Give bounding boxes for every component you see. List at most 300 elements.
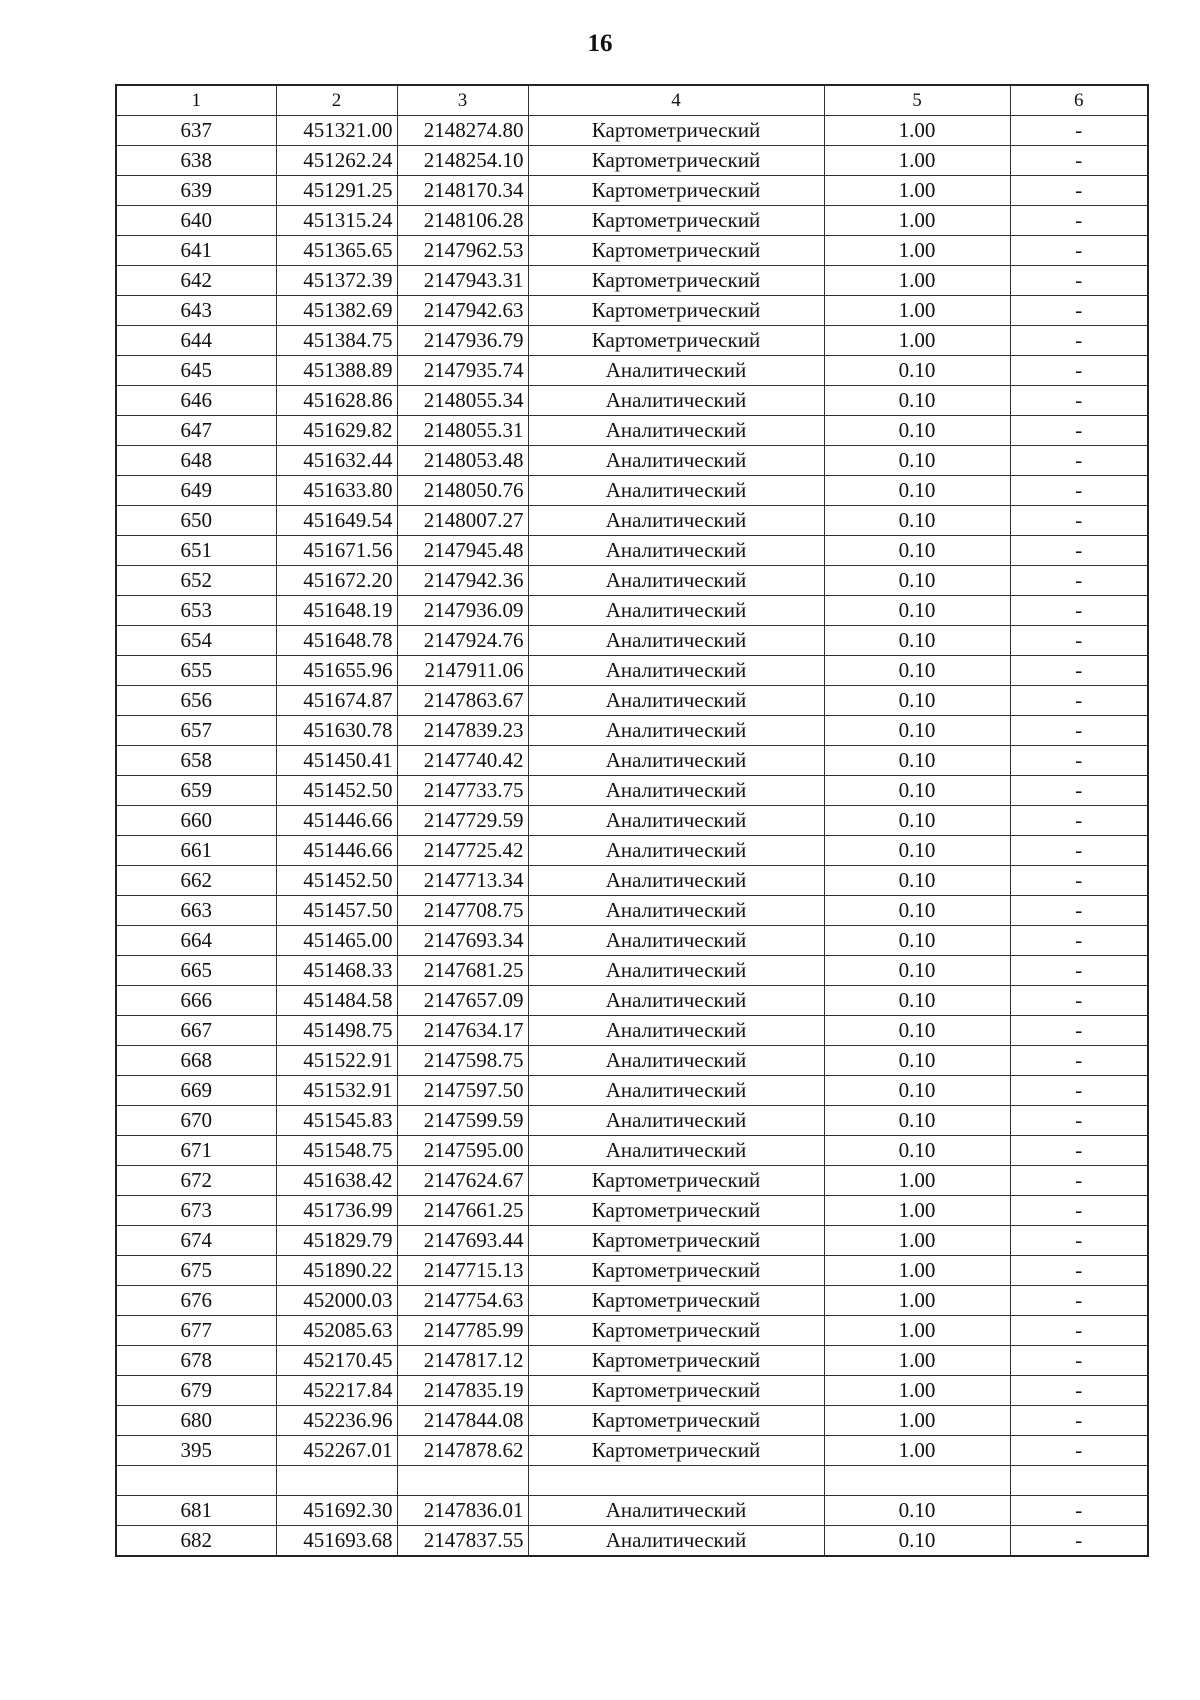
note-cell: - (1010, 446, 1148, 476)
note-cell: - (1010, 476, 1148, 506)
method-cell: Аналитический (528, 506, 824, 536)
accuracy-cell: 1.00 (824, 146, 1010, 176)
table-row (116, 266, 1148, 296)
point-number-cell: 644 (116, 326, 276, 356)
accuracy-cell: 0.10 (824, 746, 1010, 776)
method-cell: Аналитический (528, 1046, 824, 1076)
accuracy-cell: 0.10 (824, 1076, 1010, 1106)
table-row (116, 596, 1148, 626)
accuracy-cell: 0.10 (824, 806, 1010, 836)
y-coordinate-cell: 2147657.09 (397, 986, 528, 1016)
note-cell: - (1010, 1016, 1148, 1046)
table-row (116, 626, 1148, 656)
y-coordinate-cell: 2148050.76 (397, 476, 528, 506)
point-number-cell: 659 (116, 776, 276, 806)
point-number-cell: 668 (116, 1046, 276, 1076)
y-coordinate-cell: 2147661.25 (397, 1196, 528, 1226)
point-number-cell: 646 (116, 386, 276, 416)
method-cell: Аналитический (528, 656, 824, 686)
x-coordinate-cell: 451655.96 (276, 656, 397, 686)
table-row (116, 866, 1148, 896)
y-coordinate-cell: 2147754.63 (397, 1286, 528, 1316)
x-coordinate-cell: 451548.75 (276, 1136, 397, 1166)
accuracy-cell: 1.00 (824, 1406, 1010, 1436)
x-coordinate-cell: 451648.78 (276, 626, 397, 656)
note-cell: - (1010, 356, 1148, 386)
table-row (116, 386, 1148, 416)
x-coordinate-cell: 451649.54 (276, 506, 397, 536)
accuracy-cell: 1.00 (824, 296, 1010, 326)
method-cell: Аналитический (528, 476, 824, 506)
x-coordinate-cell: 451382.69 (276, 296, 397, 326)
x-coordinate-cell: 451633.80 (276, 476, 397, 506)
table-row (116, 1526, 1148, 1557)
table-row (116, 806, 1148, 836)
accuracy-cell: 0.10 (824, 446, 1010, 476)
point-number-cell: 647 (116, 416, 276, 446)
y-coordinate-cell: 2147693.34 (397, 926, 528, 956)
y-coordinate-cell: 2147599.59 (397, 1106, 528, 1136)
note-cell: - (1010, 1316, 1148, 1346)
x-coordinate-cell: 452267.01 (276, 1436, 397, 1466)
accuracy-cell: 1.00 (824, 326, 1010, 356)
y-coordinate-cell (397, 1466, 528, 1496)
point-number-cell: 652 (116, 566, 276, 596)
y-coordinate-cell: 2148170.34 (397, 176, 528, 206)
point-number-cell: 667 (116, 1016, 276, 1046)
x-coordinate-cell: 451457.50 (276, 896, 397, 926)
table-row (116, 1226, 1148, 1256)
method-cell: Картометрический (528, 176, 824, 206)
table-row (116, 1496, 1148, 1526)
accuracy-cell: 0.10 (824, 536, 1010, 566)
x-coordinate-cell: 451890.22 (276, 1256, 397, 1286)
x-coordinate-cell: 451388.89 (276, 356, 397, 386)
accuracy-cell: 0.10 (824, 656, 1010, 686)
table-row (116, 716, 1148, 746)
table-row (116, 1106, 1148, 1136)
y-coordinate-cell: 2148007.27 (397, 506, 528, 536)
table-row (116, 656, 1148, 686)
accuracy-cell: 0.10 (824, 566, 1010, 596)
point-number-cell: 653 (116, 596, 276, 626)
x-coordinate-cell: 451532.91 (276, 1076, 397, 1106)
method-cell: Аналитический (528, 566, 824, 596)
table-header-row (116, 85, 1148, 116)
point-number-cell: 641 (116, 236, 276, 266)
column-header: 4 (528, 85, 824, 116)
method-cell: Картометрический (528, 206, 824, 236)
point-number-cell: 643 (116, 296, 276, 326)
table-row (116, 986, 1148, 1016)
accuracy-cell: 1.00 (824, 266, 1010, 296)
accuracy-cell: 0.10 (824, 686, 1010, 716)
table-row (116, 236, 1148, 266)
x-coordinate-cell: 452085.63 (276, 1316, 397, 1346)
point-number-cell: 681 (116, 1496, 276, 1526)
y-coordinate-cell: 2147715.13 (397, 1256, 528, 1286)
y-coordinate-cell: 2148055.34 (397, 386, 528, 416)
table-row (116, 116, 1148, 146)
note-cell: - (1010, 386, 1148, 416)
y-coordinate-cell: 2148055.31 (397, 416, 528, 446)
table-row (116, 476, 1148, 506)
accuracy-cell: 1.00 (824, 1256, 1010, 1286)
method-cell: Картометрический (528, 1286, 824, 1316)
method-cell: Аналитический (528, 896, 824, 926)
method-cell: Аналитический (528, 776, 824, 806)
accuracy-cell: 0.10 (824, 1106, 1010, 1136)
accuracy-cell: 1.00 (824, 206, 1010, 236)
table-row (116, 536, 1148, 566)
table-row (116, 416, 1148, 446)
point-number-cell: 650 (116, 506, 276, 536)
x-coordinate-cell: 451365.65 (276, 236, 397, 266)
table-row (116, 566, 1148, 596)
note-cell: - (1010, 1256, 1148, 1286)
note-cell: - (1010, 1196, 1148, 1226)
method-cell: Аналитический (528, 1136, 824, 1166)
x-coordinate-cell: 451628.86 (276, 386, 397, 416)
note-cell: - (1010, 236, 1148, 266)
accuracy-cell: 0.10 (824, 1046, 1010, 1076)
column-header: 3 (397, 85, 528, 116)
y-coordinate-cell: 2148274.80 (397, 116, 528, 146)
y-coordinate-cell: 2147863.67 (397, 686, 528, 716)
method-cell: Аналитический (528, 806, 824, 836)
table-row (116, 326, 1148, 356)
table-row (116, 1406, 1148, 1436)
point-number-cell: 682 (116, 1526, 276, 1557)
note-cell: - (1010, 1136, 1148, 1166)
method-cell: Аналитический (528, 536, 824, 566)
note-cell: - (1010, 1496, 1148, 1526)
point-number-cell: 680 (116, 1406, 276, 1436)
note-cell: - (1010, 926, 1148, 956)
y-coordinate-cell: 2147945.48 (397, 536, 528, 566)
y-coordinate-cell: 2147740.42 (397, 746, 528, 776)
method-cell: Аналитический (528, 386, 824, 416)
point-number-cell (116, 1466, 276, 1496)
x-coordinate-cell: 452217.84 (276, 1376, 397, 1406)
accuracy-cell: 1.00 (824, 116, 1010, 146)
point-number-cell: 674 (116, 1226, 276, 1256)
accuracy-cell: 0.10 (824, 596, 1010, 626)
x-coordinate-cell: 451321.00 (276, 116, 397, 146)
table-row (116, 296, 1148, 326)
y-coordinate-cell: 2147785.99 (397, 1316, 528, 1346)
x-coordinate-cell: 451674.87 (276, 686, 397, 716)
point-number-cell: 675 (116, 1256, 276, 1286)
table-row (116, 1076, 1148, 1106)
point-number-cell: 648 (116, 446, 276, 476)
point-number-cell: 661 (116, 836, 276, 866)
method-cell: Аналитический (528, 416, 824, 446)
method-cell: Картометрический (528, 266, 824, 296)
table-row (116, 1376, 1148, 1406)
note-cell: - (1010, 896, 1148, 926)
column-header: 5 (824, 85, 1010, 116)
x-coordinate-cell: 451522.91 (276, 1046, 397, 1076)
x-coordinate-cell: 451446.66 (276, 806, 397, 836)
x-coordinate-cell: 451465.00 (276, 926, 397, 956)
column-header: 6 (1010, 85, 1148, 116)
table-row (116, 1286, 1148, 1316)
point-number-cell: 671 (116, 1136, 276, 1166)
method-cell: Картометрический (528, 1166, 824, 1196)
y-coordinate-cell: 2147936.79 (397, 326, 528, 356)
method-cell: Аналитический (528, 1106, 824, 1136)
y-coordinate-cell: 2147713.34 (397, 866, 528, 896)
x-coordinate-cell: 451693.68 (276, 1526, 397, 1557)
accuracy-cell: 0.10 (824, 1496, 1010, 1526)
note-cell: - (1010, 296, 1148, 326)
x-coordinate-cell: 451638.42 (276, 1166, 397, 1196)
method-cell: Картометрический (528, 1316, 824, 1346)
y-coordinate-cell: 2148053.48 (397, 446, 528, 476)
method-cell: Аналитический (528, 356, 824, 386)
y-coordinate-cell: 2147595.00 (397, 1136, 528, 1166)
note-cell: - (1010, 776, 1148, 806)
table-row (116, 686, 1148, 716)
note-cell: - (1010, 1046, 1148, 1076)
accuracy-cell: 0.10 (824, 476, 1010, 506)
x-coordinate-cell: 452000.03 (276, 1286, 397, 1316)
x-coordinate-cell: 451384.75 (276, 326, 397, 356)
accuracy-cell: 1.00 (824, 236, 1010, 266)
x-coordinate-cell: 451452.50 (276, 866, 397, 896)
y-coordinate-cell: 2147634.17 (397, 1016, 528, 1046)
note-cell: - (1010, 596, 1148, 626)
table-row (116, 506, 1148, 536)
point-number-cell: 638 (116, 146, 276, 176)
note-cell: - (1010, 626, 1148, 656)
y-coordinate-cell: 2147708.75 (397, 896, 528, 926)
method-cell: Аналитический (528, 716, 824, 746)
accuracy-cell: 1.00 (824, 1436, 1010, 1466)
table-row (116, 206, 1148, 236)
point-number-cell: 676 (116, 1286, 276, 1316)
table-row (116, 1436, 1148, 1466)
note-cell: - (1010, 326, 1148, 356)
note-cell: - (1010, 1226, 1148, 1256)
point-number-cell: 666 (116, 986, 276, 1016)
y-coordinate-cell: 2147911.06 (397, 656, 528, 686)
method-cell: Аналитический (528, 626, 824, 656)
method-cell: Аналитический (528, 1496, 824, 1526)
note-cell: - (1010, 1406, 1148, 1436)
x-coordinate-cell: 451829.79 (276, 1226, 397, 1256)
accuracy-cell: 0.10 (824, 896, 1010, 926)
note-cell: - (1010, 866, 1148, 896)
x-coordinate-cell: 451262.24 (276, 146, 397, 176)
point-number-cell: 656 (116, 686, 276, 716)
point-number-cell: 637 (116, 116, 276, 146)
x-coordinate-cell: 451468.33 (276, 956, 397, 986)
y-coordinate-cell: 2147624.67 (397, 1166, 528, 1196)
table-row (116, 896, 1148, 926)
y-coordinate-cell: 2147839.23 (397, 716, 528, 746)
table-row (116, 1046, 1148, 1076)
accuracy-cell: 0.10 (824, 986, 1010, 1016)
method-cell: Аналитический (528, 866, 824, 896)
y-coordinate-cell: 2147878.62 (397, 1436, 528, 1466)
method-cell: Аналитический (528, 836, 824, 866)
y-coordinate-cell: 2147942.63 (397, 296, 528, 326)
y-coordinate-cell: 2147962.53 (397, 236, 528, 266)
y-coordinate-cell: 2147725.42 (397, 836, 528, 866)
accuracy-cell: 1.00 (824, 176, 1010, 206)
accuracy-cell: 0.10 (824, 836, 1010, 866)
x-coordinate-cell: 452236.96 (276, 1406, 397, 1436)
accuracy-cell: 1.00 (824, 1316, 1010, 1346)
table-row (116, 836, 1148, 866)
point-number-cell: 645 (116, 356, 276, 386)
x-coordinate-cell: 451630.78 (276, 716, 397, 746)
table-row (116, 146, 1148, 176)
x-coordinate-cell: 451372.39 (276, 266, 397, 296)
accuracy-cell: 0.10 (824, 1016, 1010, 1046)
accuracy-cell: 0.10 (824, 416, 1010, 446)
x-coordinate-cell: 451452.50 (276, 776, 397, 806)
note-cell: - (1010, 206, 1148, 236)
y-coordinate-cell: 2147817.12 (397, 1346, 528, 1376)
method-cell: Аналитический (528, 596, 824, 626)
y-coordinate-cell: 2147936.09 (397, 596, 528, 626)
y-coordinate-cell: 2147943.31 (397, 266, 528, 296)
x-coordinate-cell: 451450.41 (276, 746, 397, 776)
point-number-cell: 673 (116, 1196, 276, 1226)
method-cell: Аналитический (528, 1076, 824, 1106)
point-number-cell: 658 (116, 746, 276, 776)
note-cell: - (1010, 116, 1148, 146)
note-cell: - (1010, 1526, 1148, 1557)
accuracy-cell: 0.10 (824, 626, 1010, 656)
note-cell: - (1010, 746, 1148, 776)
method-cell: Аналитический (528, 746, 824, 776)
point-number-cell: 640 (116, 206, 276, 236)
x-coordinate-cell: 451315.24 (276, 206, 397, 236)
method-cell: Аналитический (528, 986, 824, 1016)
note-cell: - (1010, 146, 1148, 176)
note-cell: - (1010, 416, 1148, 446)
point-number-cell: 639 (116, 176, 276, 206)
point-number-cell: 678 (116, 1346, 276, 1376)
y-coordinate-cell: 2147729.59 (397, 806, 528, 836)
table-row (116, 1136, 1148, 1166)
accuracy-cell: 0.10 (824, 1136, 1010, 1166)
method-cell: Картометрический (528, 1406, 824, 1436)
method-cell: Аналитический (528, 956, 824, 986)
y-coordinate-cell: 2147598.75 (397, 1046, 528, 1076)
table-row (116, 746, 1148, 776)
note-cell: - (1010, 566, 1148, 596)
note-cell: - (1010, 956, 1148, 986)
method-cell: Картометрический (528, 326, 824, 356)
column-header: 1 (116, 85, 276, 116)
coordinates-table (115, 84, 1149, 1557)
x-coordinate-cell: 451672.20 (276, 566, 397, 596)
accuracy-cell: 0.10 (824, 776, 1010, 806)
point-number-cell: 665 (116, 956, 276, 986)
table-row (116, 1316, 1148, 1346)
method-cell: Аналитический (528, 926, 824, 956)
accuracy-cell: 0.10 (824, 1526, 1010, 1557)
x-coordinate-cell: 451692.30 (276, 1496, 397, 1526)
x-coordinate-cell: 451446.66 (276, 836, 397, 866)
method-cell: Картометрический (528, 236, 824, 266)
y-coordinate-cell: 2147844.08 (397, 1406, 528, 1436)
x-coordinate-cell: 451736.99 (276, 1196, 397, 1226)
point-number-cell: 664 (116, 926, 276, 956)
method-cell: Картометрический (528, 1346, 824, 1376)
point-number-cell: 662 (116, 866, 276, 896)
note-cell: - (1010, 1106, 1148, 1136)
point-number-cell: 669 (116, 1076, 276, 1106)
point-number-cell: 660 (116, 806, 276, 836)
note-cell: - (1010, 1286, 1148, 1316)
note-cell: - (1010, 1346, 1148, 1376)
accuracy-cell: 1.00 (824, 1346, 1010, 1376)
x-coordinate-cell: 451545.83 (276, 1106, 397, 1136)
note-cell: - (1010, 836, 1148, 866)
x-coordinate-cell: 451629.82 (276, 416, 397, 446)
method-cell: Аналитический (528, 446, 824, 476)
x-coordinate-cell: 451484.58 (276, 986, 397, 1016)
table-row (116, 956, 1148, 986)
y-coordinate-cell: 2147597.50 (397, 1076, 528, 1106)
method-cell: Картометрический (528, 1196, 824, 1226)
method-cell: Картометрический (528, 1436, 824, 1466)
note-cell: - (1010, 1076, 1148, 1106)
note-cell: - (1010, 536, 1148, 566)
note-cell: - (1010, 716, 1148, 746)
table-row (116, 776, 1148, 806)
accuracy-cell (824, 1466, 1010, 1496)
point-number-cell: 655 (116, 656, 276, 686)
table-row (116, 926, 1148, 956)
table-row (116, 356, 1148, 386)
point-number-cell: 651 (116, 536, 276, 566)
accuracy-cell: 0.10 (824, 956, 1010, 986)
point-number-cell: 670 (116, 1106, 276, 1136)
y-coordinate-cell: 2148106.28 (397, 206, 528, 236)
point-number-cell: 649 (116, 476, 276, 506)
table-row (116, 1196, 1148, 1226)
table-row-blank (116, 1466, 1148, 1496)
accuracy-cell: 0.10 (824, 356, 1010, 386)
accuracy-cell: 0.10 (824, 926, 1010, 956)
accuracy-cell: 0.10 (824, 386, 1010, 416)
y-coordinate-cell: 2147837.55 (397, 1526, 528, 1557)
table-row (116, 446, 1148, 476)
table-row (116, 1016, 1148, 1046)
table-body (116, 85, 1148, 1556)
point-number-cell: 395 (116, 1436, 276, 1466)
table-row (116, 1346, 1148, 1376)
x-coordinate-cell: 451648.19 (276, 596, 397, 626)
x-coordinate-cell: 451291.25 (276, 176, 397, 206)
y-coordinate-cell: 2147681.25 (397, 956, 528, 986)
method-cell: Картометрический (528, 1376, 824, 1406)
method-cell (528, 1466, 824, 1496)
x-coordinate-cell: 451671.56 (276, 536, 397, 566)
point-number-cell: 654 (116, 626, 276, 656)
table-row (116, 1166, 1148, 1196)
method-cell: Аналитический (528, 1526, 824, 1557)
note-cell: - (1010, 1376, 1148, 1406)
point-number-cell: 642 (116, 266, 276, 296)
